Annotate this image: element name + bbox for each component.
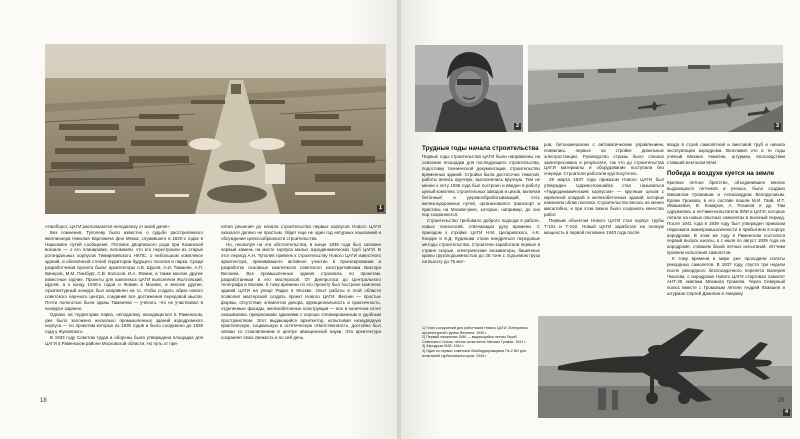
- photo-captions: [422, 326, 534, 386]
- left-text-column-1: [45, 224, 203, 396]
- photo-number-badge: 3: [775, 123, 780, 129]
- paragraph: Первые годы строительства ЦАГИ были направлены на освоение площадки для последующего строительства, подготовку технической документации, строительство временных зданий. Стройка была достаточно тяжелой, работы велись вручную, выполнялись вручную. Тем не менее к лету 1936 года был построен и введен в работу целый комплекс строительных заводов и цехов, включая бетонный и деревообрабатывающий, сеть железнодорожных путей, организовался транспорт и пристань на Москве-реке, которые, например, до сих пор сохраняются.: [422, 154, 540, 218]
- right-text-column-1: [422, 154, 540, 313]
- photo-number-badge: 2: [515, 123, 520, 129]
- bomber-aircraft-photo: [538, 316, 792, 418]
- right-page: [401, 0, 800, 439]
- caption: 4) Один из первых советских бомбардировщиков Пе-2 ВИ для испытаний турбокомпрессоров. 1944 г.: [422, 348, 527, 358]
- paragraph: «Наоборот, ЦАГИ располагается неподалеку от моей дачи!»: [45, 224, 170, 229]
- paragraph: 29 марта 1937 года приказом Нового ЦАГИ был утвержден. Царево-Кокшайск стал называться «Гидродинамическим корпусом» — крупным цехом с кирпичной кладкой и железобетонных зданий, которые изменили облик поселка. Строительство велось не менее масштабно, и при этом важно было сохранить качество работ.: [544, 177, 664, 218]
- airfield-photo: [528, 45, 783, 132]
- paragraph: Строительство требовало доброго подхода в работе, новых технологий, отвечающих духу времени. С приездом к стройке ЦАГИ Н.М. Цесаревского, А.К. Кнорре и К.Д. Кудинова стали внедряться передовые методы строительства. Строители заработали первые в стране скорые, электрические экскаваторы, башенные краны грузоподъемностью до 25 тонн с подъемом груза на высоту до 75 мет-: [422, 218, 540, 265]
- caption: 2) Первый начальник ЛИИ — выдающийся летчик Герой Советского Союза, летчик-испытатель Михаил Громов. 1941 г.: [422, 335, 526, 344]
- paragraph: Без сомнения, Туполеву было известно о судьбе расстрелянного миллионера Николая Карловича фон Мекка, служившего в 1920-х годах в Наркомате путей сообщения. Потомок дворянского рода при Казанской вокзале — о его планировке, вспомнили, что его перестроили из старых ротондальных корпусов Тимирязевского НКПС, о небольшом комплексе зданий, и обнесённой стеной территории будущего поселка и парка. Среди разработчиков проекта были: архитекторы А.В. Щусев, А.И. Таманян, А.П. Ванеров, М.М. Гинзбург, С.В. Колосов, И.А. Фомин, а также многие другие известные зодчие. Проекты для комплекса ЦАГИ выполняли Жолтовский, Щусев, а к концу 1930-х годов и Фомин в Москве, и многие другие. Архитектурный конкурс был направлен на то, чтобы создать образ нового советского научного центра, соединив все достижения передовой мысли. Почти полностью были зданы Таманяна — учёного, что не участвовал в конкурсе заранее.: [45, 229, 203, 311]
- paragraph: К тому времени в мире уже проходили полеты рекордных самолетов. В 1937 году, спустя три недели после рекордного беспосадочного перелета Валерия Чкалова, с аэродрома Нового ЦАГИ стартовал самолет АНТ-25 экипажа Михаила Громова. Через Северный полюс вместе с Громовым летели Андрей Юмашев и штурман Сергей Данилин в Америку.: [667, 255, 785, 297]
- right-text-column-3-top: [667, 142, 785, 164]
- paragraph: Первым объектом Нового ЦАГИ стал корпус трубы Т-101 и Т-102. Новый ЦАГИ заработал на полную мощность в первой половине 1940 года после: [544, 217, 664, 235]
- aerial-city-plan-photo: [45, 44, 386, 214]
- paragraph: Однако на территории парка, неподалеку находящегося в Раменском, уже было заложено несколько промышленных зданий аэродромного корпуса — по проектам которых из 1930 годов и было сооружено до 1936 года у Жуковского.: [45, 311, 203, 335]
- caption: 3) Аэродром ЛИИ. 1941 г.: [422, 344, 465, 349]
- section-heading-victory: Победа в воздухе куется на земле: [667, 170, 775, 177]
- section-heading-construction: Трудные годы начала строительства: [422, 145, 539, 152]
- caption: 1) План сооружений для работников Нового ЦАГИ. Материалы архитектурной группы Веснина. 1935 г.: [422, 326, 528, 335]
- page-number-right: 19: [777, 398, 784, 404]
- right-text-column-2: [544, 142, 664, 313]
- right-text-column-3: [667, 180, 785, 313]
- paragraph: Крепкое летное братство, объединившее многих выдающихся летчиков и ученых, было создано Михаилом Громовым и Александром Белорусовым. Кроме Громова, в его составе вошли М.И. Гаяй, И.Т. Ивашкевич, В. Комаров, А. Розанов и др. Там сдружились и летчики-испытатели ЛИИ и ЦАГИ, которые летали на новых опытных самолетах в военный период. После 1941 года в 1939 году был утвержден приказом Наркомата авиапромышленности в прибытием в корпус аэродрома. В этом же году в Раменском состоялся первый выпуск школы, а с июля по август 1939 года на аэродроме, ставшем базой летных испытаний, лётчики провели испытания самолетов.: [667, 180, 785, 256]
- paragraph: нятия решения до начала строительства первых корпусов Нового ЦАГИ оказался далеко не простым. Уйдет еще не один год натурных изысканий и обсуждение целесообразности строительства.: [221, 224, 381, 241]
- photo-number-badge: 4: [784, 409, 789, 415]
- paragraph: Но, несмотря на эти обстоятельства, в конце 1935 года был заложен первый камень на месте корпуса малых аэродинамических труб ЦАГИ. В этот период А.Н. Туполев привлек к строительству Нового ЦАГИ известного архитектора, принимавшего активное участие в проектировании и разработке основных комплексов советского конструктивизма Виктора Веснина. Все промышленные здания строились по проектам, разработанным в его мастерской. От Днепрогэса до Центрального телеграфа в Москве. К тому времени по его проекту был построен комплекс зданий ЦАГИ на улице Радио в Москве. Опыт работы в этой области позволил мастерской создать проект Нового ЦАГИ. Веснин — простые формы, отсутствие элементов декора, функциональность и практичность, отделенные фасады, железобетонные конструкции — все в конечном итоге оказывались прекрасными зданиями с хорошо спланированным и удобным пространством. Этот выдающийся архитектор, испытывая незаурядную практическую, социальную и эстетическую ответственность, достойно был связан со становлением в центре авиационной науки. Эта архитектура сохраняет свою свежесть и по сей день.: [221, 241, 381, 341]
- photo-number-badge: 1: [378, 205, 383, 211]
- left-page: [0, 0, 397, 439]
- paragraph: ввода в строй самолётной и винтовой труб и начала эксплуатации аэродрома. Возглавил его в те годы учёный Михаил Никитин, штурман, впоследствии ставший ректором МАИ.: [667, 142, 785, 164]
- paragraph: В 1933 году Советом труда и обороны была утверждена площадка для ЦАГИ в Раменском районе Московской области. Но путь от при-: [45, 335, 203, 346]
- left-text-column-2: [221, 224, 381, 396]
- paragraph: ров, бетономешалки с автоматическим управлением, появились первые на стройке дизельные электростанции. Руководство страны было спешно заинтересовано в результате, так что до строительства ЦАГИ материалы и оборудование поступали без очереди. Строители работали круглосуточно.: [544, 142, 664, 177]
- pilot-portrait-photo: [415, 45, 523, 132]
- page-number-left: 18: [40, 398, 47, 404]
